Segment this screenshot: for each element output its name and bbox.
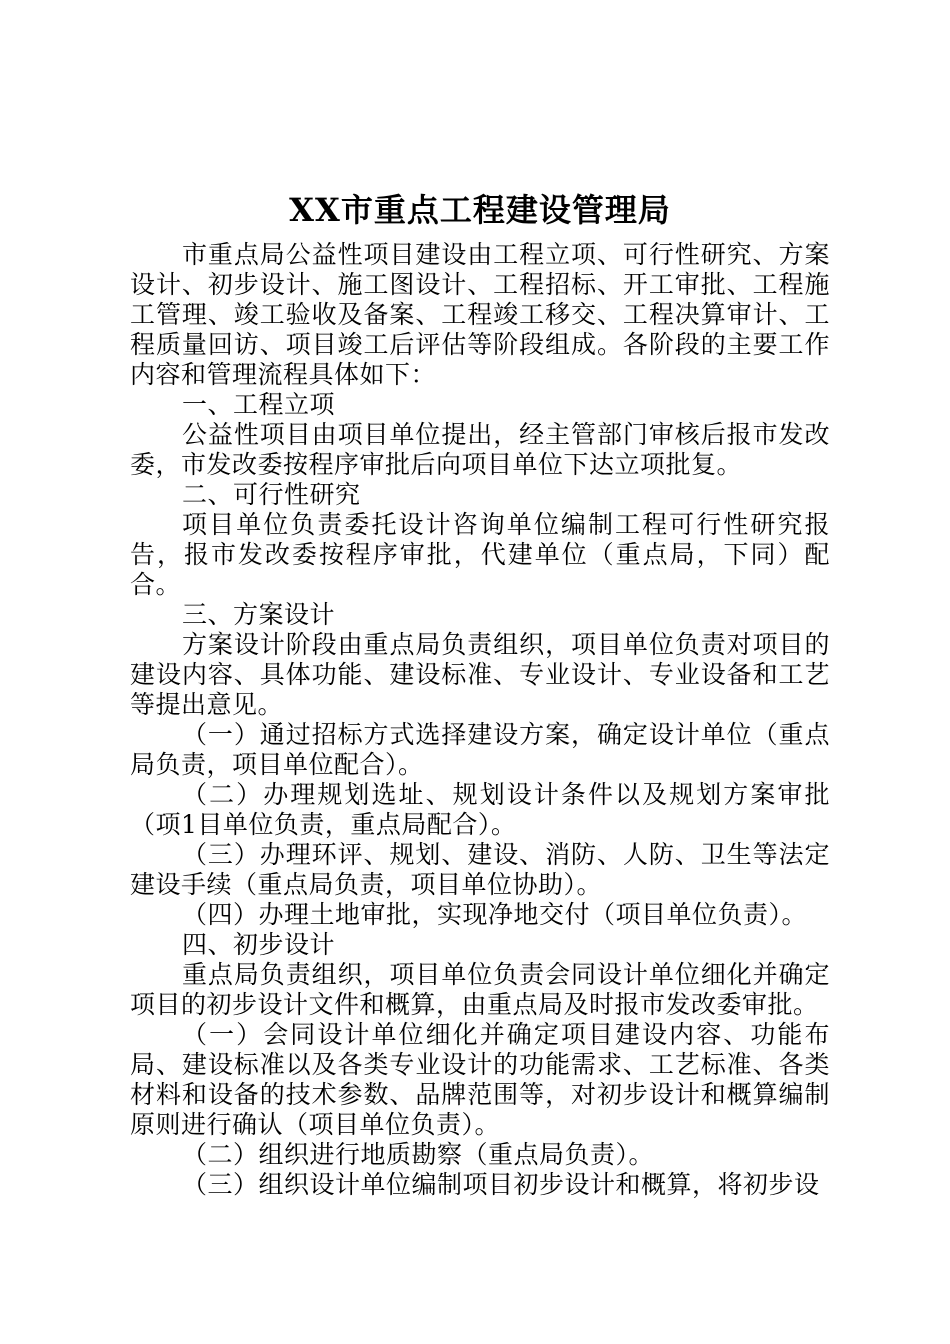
paragraph-3: 方案设计阶段由重点局负责组织，项目单位负责对项目的建设内容、具体功能、建设标准、专业设计、专业设备和工艺等提出意见。 xyxy=(130,630,830,719)
sub-item-3-4: （四）办理土地审批，实现净地交付（项目单位负责）。 xyxy=(182,900,808,929)
sub-item-3-3: （三）办理环评、规划、建设、消防、人防、卫生等法定建设手续（重点局负责，项目单位协助）。 xyxy=(130,840,830,899)
document-title: XX市重点工程建设管理局 xyxy=(289,191,671,229)
paragraph-4: 重点局负责组织，项目单位负责会同设计单位细化并确定项目的初步设计文件和概算，由重点局及时报市发改委审批。 xyxy=(130,960,830,1019)
section-heading-3: 三、方案设计 xyxy=(182,600,336,629)
sub-item-4-2: （二）组织进行地质勘察（重点局负责）。 xyxy=(182,1140,655,1169)
paragraph-1: 公益性项目由项目单位提出，经主管部门审核后报市发改委，市发改委按程序审批后向项目单位下达立项批复。 xyxy=(130,420,830,479)
section-heading-2: 二、可行性研究 xyxy=(182,480,361,509)
sub-item-4-3: （三）组织设计单位编制项目初步设计和概算，将初步设 xyxy=(182,1170,820,1199)
sub-item-4-1: （一）会同设计单位细化并确定项目建设内容、功能布局、建设标准以及各类专业设计的功能需求、工艺标准、各类材料和设备的技术参数、品牌范围等，对初步设计和概算编制原则进行确认（项目单位负责）。 xyxy=(130,1020,830,1139)
sub-item-3-1: （一）通过招标方式选择建设方案，确定设计单位（重点局负责，项目单位配合）。 xyxy=(130,720,830,779)
section-heading-1: 一、工程立项 xyxy=(182,390,336,419)
sub-item-3-2: （二）办理规划选址、规划设计条件以及规划方案审批（项1目单位负责，重点局配合）。 xyxy=(130,780,830,839)
section-heading-4: 四、初步设计 xyxy=(182,930,336,959)
paragraph-2: 项目单位负责委托设计咨询单位编制工程可行性研究报告，报市发改委按程序审批，代建单位（重点局，下同）配合。 xyxy=(130,510,830,599)
paragraph-intro: 市重点局公益性项目建设由工程立项、可行性研究、方案设计、初步设计、施工图设计、工程招标、开工审批、工程施工管理、竣工验收及备案、工程竣工移交、工程决算审计、工程质量回访、项目竣工后评估等阶段组成。各阶段的主要工作内容和管理流程具体如下： xyxy=(130,240,830,389)
document-page xyxy=(130,186,830,1200)
